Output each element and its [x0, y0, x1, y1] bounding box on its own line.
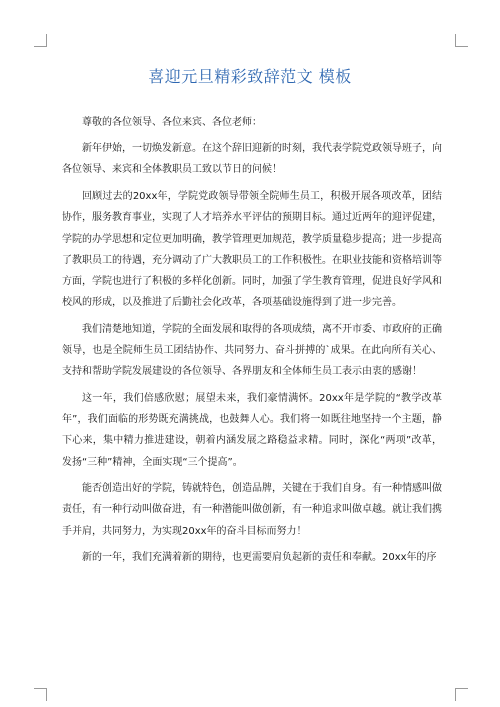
document-body [62, 112, 442, 574]
crop-mark-top-right [455, 34, 468, 47]
paragraph: 新的一年，我们充满着新的期待，也更需要肩负起新的责任和奉献。20xx年的序 [82, 552, 437, 564]
salutation: 尊敬的各位领导、各位来宾、各位老师： [82, 117, 262, 128]
crop-mark-bottom-left [34, 688, 47, 701]
paragraph: 回顾过去的20xx年，学院党政领导带领全院师生员工，积极开展各项改革，团结协作，服务教育事业，实现了人才培养水平评估的预期目标。通过近两年的迎评促建，学院的办学思想和定位更加明确，教学管理更加规范，教学质量稳步提高；进一步提高了教职员工的待遇，充分调动了广大教职员工的工作积极性。在职业技能和资格培训等方面，学院也进行了积极的多样化创新。同时，加强了学生教育管理，促进良好学风和校风的形成，以及推进了后勤社会化改革，各项基础设施得到了进一步完善。 [62, 191, 442, 309]
crop-mark-top-left [34, 34, 47, 47]
paragraph: 我们清楚地知道，学院的全面发展和取得的各项成绩，离不开市委、市政府的正确领导，也是全院师生员工团结协作、共同努力、奋斗拼搏的`成果。在此向所有关心、支持和帮助学院发展建设的各位领导、各界朋友和全体师生员工表示由衷的感谢！ [62, 323, 442, 378]
crop-mark-bottom-right [455, 688, 468, 701]
paragraph: 能否创造出好的学院，铸就特色，创造品牌，关键在于我们自身。有一种情感叫做责任，有一种行动叫做奋进，有一种潜能叫做创新，有一种追求叫做卓越。就让我们携手并肩，共同努力，为实现20xx年的奋斗目标而努力！ [62, 483, 442, 537]
document-title: 喜迎元旦精彩致辞范文 模板 [148, 67, 352, 86]
paragraph: 这一年，我们倍感欣慰；展望未来，我们豪情满怀。20xx年是学院的“教学改革年”，我们面临的形势既充满挑战，也鼓舞人心。我们将一如既往地坚持一个主题，静下心来，集中精力推进建设，朝着内涵发展之路稳益求精。同时，深化“两项”改革，发扬“三种”精神，全面实现“三个提高”。 [62, 392, 442, 468]
paragraph: 新年伊始，一切焕发新意。在这个辞旧迎新的时刻，我代表学院党政领导班子，向各位领导、来宾和全体教职员工致以节日的问候！ [62, 143, 442, 176]
